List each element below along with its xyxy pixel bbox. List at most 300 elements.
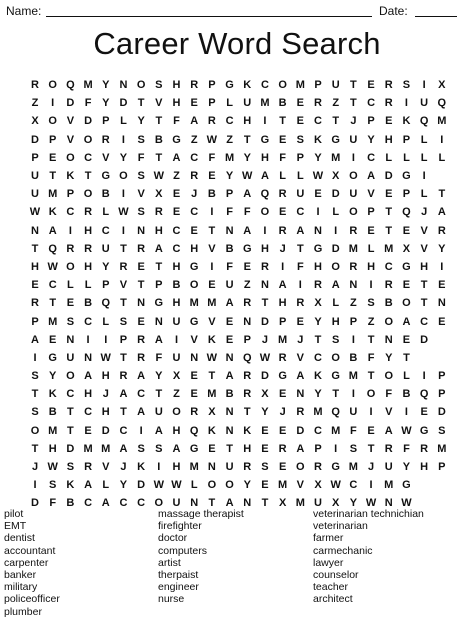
grid-letter[interactable]: Z [173,388,180,401]
grid-letter[interactable]: X [402,242,411,255]
grid-letter[interactable]: S [137,170,145,183]
grid-letter[interactable]: O [384,370,394,383]
grid-letter[interactable]: Q [66,79,75,92]
grid-letter[interactable]: M [83,79,93,92]
grid-letter[interactable]: E [385,188,393,201]
grid-letter[interactable]: Z [332,97,340,110]
grid-letter[interactable]: U [31,188,39,201]
grid-letter[interactable]: G [189,315,199,328]
grid-letter[interactable]: R [207,115,216,128]
grid-letter[interactable]: Z [226,133,233,146]
grid-letter[interactable]: E [261,442,269,455]
grid-letter[interactable]: I [351,151,355,164]
grid-letter[interactable]: Q [48,242,57,255]
grid-letter[interactable]: U [296,188,305,201]
grid-letter[interactable]: O [189,279,199,292]
grid-letter[interactable]: C [66,206,75,219]
grid-letter[interactable]: T [31,388,39,401]
grid-letter[interactable]: O [296,461,305,474]
grid-letter[interactable]: E [278,206,287,219]
grid-letter[interactable]: M [295,79,305,92]
grid-letter[interactable]: P [438,370,446,383]
grid-letter[interactable]: S [31,406,39,419]
grid-letter[interactable]: Y [155,370,163,383]
grid-letter[interactable]: N [384,497,393,510]
grid-letter[interactable]: U [384,461,393,474]
grid-letter[interactable]: V [420,224,428,237]
grid-letter[interactable]: S [31,370,39,383]
grid-letter[interactable]: K [48,206,57,219]
grid-letter[interactable]: I [404,406,408,419]
grid-letter[interactable]: G [331,370,340,383]
grid-letter[interactable]: I [174,333,179,346]
grid-letter[interactable]: E [225,315,234,328]
grid-letter[interactable]: E [402,224,411,237]
grid-letter[interactable]: I [369,479,373,492]
grid-letter[interactable]: L [438,151,446,164]
grid-letter[interactable]: U [420,97,429,110]
grid-letter[interactable]: E [208,170,216,183]
grid-letter[interactable]: E [438,279,446,292]
grid-letter[interactable]: L [403,151,410,164]
grid-letter[interactable]: R [66,242,75,255]
grid-letter[interactable]: H [384,133,393,146]
grid-letter[interactable]: N [296,388,305,401]
grid-letter[interactable]: H [154,224,163,237]
grid-letter[interactable]: L [332,206,340,219]
grid-letter[interactable]: G [260,133,270,146]
grid-letter[interactable]: T [155,151,163,164]
grid-letter[interactable]: Y [49,370,57,383]
grid-letter[interactable]: A [84,479,93,492]
grid-letter[interactable]: G [402,170,411,183]
grid-letter[interactable]: Y [314,151,322,164]
grid-letter[interactable]: R [243,388,252,401]
grid-letter[interactable]: R [420,442,429,455]
grid-letter[interactable]: H [101,406,110,419]
grid-letter[interactable]: W [153,170,164,183]
grid-letter[interactable]: T [49,297,57,310]
grid-letter[interactable]: Y [243,151,251,164]
grid-letter[interactable]: C [84,497,93,510]
grid-letter[interactable]: D [384,170,393,183]
grid-letter[interactable]: R [384,442,393,455]
grid-letter[interactable]: R [84,461,93,474]
grid-letter[interactable]: F [403,442,410,455]
grid-letter[interactable]: S [66,461,75,474]
grid-letter[interactable]: G [189,442,199,455]
grid-letter[interactable]: V [385,406,393,419]
grid-letter[interactable]: I [404,97,408,110]
grid-letter[interactable]: Y [367,133,375,146]
grid-letter[interactable]: Q [242,351,252,364]
grid-letter[interactable]: C [190,151,199,164]
grid-letter[interactable]: N [243,497,252,510]
grid-letter[interactable]: C [119,424,128,437]
grid-letter[interactable]: M [384,242,394,255]
grid-letter[interactable]: R [349,260,358,273]
grid-letter[interactable]: O [66,151,75,164]
grid-letter[interactable]: H [172,79,181,92]
grid-letter[interactable]: B [225,242,234,255]
grid-letter[interactable]: P [66,188,75,201]
grid-letter[interactable]: Y [102,97,110,110]
grid-letter[interactable]: G [419,424,429,437]
grid-letter[interactable]: B [402,388,411,401]
grid-letter[interactable]: R [278,442,287,455]
grid-letter[interactable]: C [84,151,93,164]
grid-letter[interactable]: S [66,315,75,328]
grid-letter[interactable]: W [206,351,218,364]
grid-letter[interactable]: W [242,170,253,183]
grid-letter[interactable]: G [313,242,323,255]
grid-letter[interactable]: O [48,79,57,92]
grid-letter[interactable]: G [154,297,164,310]
grid-letter[interactable]: N [437,297,446,310]
grid-letter[interactable]: P [367,115,375,128]
grid-letter[interactable]: T [155,115,163,128]
grid-letter[interactable]: R [243,297,252,310]
grid-letter[interactable]: B [349,351,358,364]
grid-letter[interactable]: T [208,497,216,510]
grid-letter[interactable]: D [66,442,75,455]
grid-letter[interactable]: H [367,260,376,273]
grid-letter[interactable]: L [226,97,233,110]
grid-letter[interactable]: L [367,242,375,255]
grid-letter[interactable]: D [331,242,340,255]
grid-letter[interactable]: T [120,351,127,364]
grid-letter[interactable]: S [367,297,375,310]
grid-letter[interactable]: U [66,351,75,364]
grid-letter[interactable]: N [225,351,234,364]
grid-letter[interactable]: H [314,260,322,273]
grid-letter[interactable]: S [261,461,269,474]
grid-letter[interactable]: V [102,461,110,474]
grid-letter[interactable]: Y [314,315,322,328]
grid-letter[interactable]: T [314,333,322,346]
grid-letter[interactable]: R [314,97,322,110]
grid-letter[interactable]: P [438,388,446,401]
grid-letter[interactable]: A [48,224,57,237]
grid-letter[interactable]: P [31,151,39,164]
grid-letter[interactable]: D [31,133,39,146]
grid-letter[interactable]: R [260,260,269,273]
grid-letter[interactable]: V [208,242,216,255]
grid-letter[interactable]: E [367,224,375,237]
grid-letter[interactable]: B [278,97,287,110]
grid-letter[interactable]: C [84,406,93,419]
grid-letter[interactable]: D [84,115,93,128]
grid-letter[interactable]: N [207,461,216,474]
grid-letter[interactable]: T [296,242,304,255]
grid-letter[interactable]: N [225,406,234,419]
grid-letter[interactable]: X [155,188,163,201]
grid-letter[interactable]: H [172,260,181,273]
grid-letter[interactable]: E [402,279,411,292]
grid-letter[interactable]: R [278,188,287,201]
grid-letter[interactable]: D [119,97,128,110]
grid-letter[interactable]: E [190,224,198,237]
grid-letter[interactable]: H [331,315,340,328]
grid-letter[interactable]: E [172,188,181,201]
grid-letter[interactable]: H [260,242,269,255]
grid-letter[interactable]: A [172,442,181,455]
grid-letter[interactable]: A [296,370,305,383]
grid-letter[interactable]: C [137,497,146,510]
name-line[interactable] [46,16,372,17]
grid-letter[interactable]: T [208,370,216,383]
grid-letter[interactable]: V [420,242,428,255]
grid-letter[interactable]: X [332,497,340,510]
grid-letter[interactable]: M [48,424,58,437]
grid-letter[interactable]: R [137,242,146,255]
grid-letter[interactable]: W [153,479,164,492]
grid-letter[interactable]: C [172,242,181,255]
grid-letter[interactable]: O [154,497,164,510]
grid-letter[interactable]: R [84,206,93,219]
grid-letter[interactable]: W [401,424,412,437]
grid-letter[interactable]: V [66,133,75,146]
grid-letter[interactable]: Z [367,315,375,328]
grid-letter[interactable]: R [119,370,128,383]
grid-letter[interactable]: R [384,79,393,92]
grid-letter[interactable]: M [189,461,199,474]
grid-letter[interactable]: J [31,461,39,474]
grid-letter[interactable]: L [120,115,127,128]
grid-letter[interactable]: H [172,424,181,437]
grid-letter[interactable]: C [367,97,376,110]
grid-letter[interactable]: Y [243,479,251,492]
grid-letter[interactable]: K [66,479,75,492]
date-line[interactable] [415,16,457,17]
grid-letter[interactable]: A [31,333,39,346]
grid-letter[interactable]: T [120,242,127,255]
grid-letter[interactable]: C [137,388,146,401]
grid-letter[interactable]: F [49,497,57,510]
grid-letter[interactable]: E [438,315,446,328]
grid-letter[interactable]: R [437,224,446,237]
grid-letter[interactable]: M [437,442,447,455]
grid-letter[interactable]: S [402,79,411,92]
grid-letter[interactable]: G [331,461,340,474]
grid-letter[interactable]: I [104,333,108,346]
grid-letter[interactable]: O [66,260,75,273]
grid-letter[interactable]: I [351,388,355,401]
grid-letter[interactable]: A [243,188,252,201]
grid-letter[interactable]: S [119,315,128,328]
grid-letter[interactable]: T [350,97,357,110]
grid-letter[interactable]: O [48,115,57,128]
grid-letter[interactable]: F [385,388,393,401]
grid-letter[interactable]: U [101,242,110,255]
grid-letter[interactable]: Y [102,79,110,92]
grid-letter[interactable]: I [157,461,161,474]
grid-letter[interactable]: P [225,188,234,201]
grid-letter[interactable]: W [365,497,377,510]
grid-letter[interactable]: U [225,461,234,474]
grid-letter[interactable]: P [314,442,322,455]
grid-letter[interactable]: N [31,224,39,237]
grid-letter[interactable]: Q [402,206,411,219]
grid-letter[interactable]: P [438,461,446,474]
grid-letter[interactable]: O [136,79,146,92]
grid-letter[interactable]: V [119,279,128,292]
grid-letter[interactable]: U [349,188,358,201]
grid-letter[interactable]: M [313,406,323,419]
grid-letter[interactable]: H [243,442,252,455]
grid-letter[interactable]: K [243,79,252,92]
grid-letter[interactable]: Z [243,279,251,292]
grid-letter[interactable]: P [102,279,110,292]
grid-letter[interactable]: I [51,97,55,110]
grid-letter[interactable]: B [66,497,75,510]
grid-letter[interactable]: R [190,170,199,183]
grid-letter[interactable]: R [31,79,39,92]
grid-letter[interactable]: M [348,461,358,474]
grid-letter[interactable]: T [243,406,251,419]
grid-letter[interactable]: O [278,79,287,92]
grid-letter[interactable]: R [278,224,287,237]
grid-letter[interactable]: D [420,333,429,346]
grid-letter[interactable]: H [243,115,252,128]
grid-letter[interactable]: R [296,297,305,310]
grid-letter[interactable]: Q [260,188,270,201]
grid-letter[interactable]: A [119,388,128,401]
grid-letter[interactable]: W [100,351,111,364]
grid-letter[interactable]: R [137,351,146,364]
grid-letter[interactable]: E [314,188,322,201]
grid-letter[interactable]: T [67,424,74,437]
grid-letter[interactable]: G [101,170,111,183]
grid-letter[interactable]: L [420,188,428,201]
grid-letter[interactable]: F [279,151,286,164]
grid-letter[interactable]: J [421,206,428,219]
grid-letter[interactable]: B [225,388,234,401]
grid-letter[interactable]: G [225,79,234,92]
grid-letter[interactable]: X [208,406,216,419]
grid-letter[interactable]: D [31,497,39,510]
grid-letter[interactable]: C [314,351,322,364]
grid-letter[interactable]: X [261,388,269,401]
grid-letter[interactable]: C [225,115,234,128]
grid-letter[interactable]: A [137,406,146,419]
grid-letter[interactable]: F [367,351,375,364]
grid-letter[interactable]: E [261,424,269,437]
grid-letter[interactable]: R [119,260,128,273]
grid-letter[interactable]: B [154,133,163,146]
grid-letter[interactable]: T [350,79,357,92]
grid-letter[interactable]: C [172,224,181,237]
grid-letter[interactable]: R [278,351,287,364]
grid-letter[interactable]: N [225,224,234,237]
grid-letter[interactable]: T [208,224,216,237]
grid-letter[interactable]: I [86,333,90,346]
grid-letter[interactable]: L [296,170,304,183]
grid-letter[interactable]: H [278,297,287,310]
grid-letter[interactable]: J [261,333,268,346]
grid-letter[interactable]: E [261,479,269,492]
grid-letter[interactable]: X [278,497,287,510]
grid-letter[interactable]: K [402,115,411,128]
grid-letter[interactable]: D [260,370,269,383]
grid-letter[interactable]: B [207,188,216,201]
grid-letter[interactable]: K [314,370,322,383]
grid-letter[interactable]: X [31,115,39,128]
grid-letter[interactable]: M [48,315,58,328]
grid-letter[interactable]: T [261,497,269,510]
grid-letter[interactable]: S [332,333,340,346]
grid-letter[interactable]: N [84,351,93,364]
grid-letter[interactable]: A [296,442,305,455]
grid-letter[interactable]: H [172,97,181,110]
grid-letter[interactable]: E [137,315,145,328]
grid-letter[interactable]: E [278,424,287,437]
grid-letter[interactable]: G [48,351,57,364]
grid-letter[interactable]: R [243,461,252,474]
grid-letter[interactable]: G [242,242,252,255]
grid-letter[interactable]: Y [225,170,234,183]
grid-letter[interactable]: W [206,133,218,146]
grid-letter[interactable]: M [331,424,341,437]
grid-letter[interactable]: L [102,479,110,492]
grid-letter[interactable]: D [137,479,146,492]
grid-letter[interactable]: G [402,479,411,492]
grid-letter[interactable]: P [367,206,375,219]
grid-letter[interactable]: N [243,315,252,328]
grid-letter[interactable]: A [154,333,163,346]
grid-letter[interactable]: M [83,442,93,455]
grid-letter[interactable]: C [66,388,75,401]
grid-letter[interactable]: I [121,224,125,237]
grid-letter[interactable]: P [402,188,411,201]
grid-letter[interactable]: T [367,333,375,346]
grid-letter[interactable]: N [260,279,269,292]
grid-letter[interactable]: F [350,424,357,437]
grid-letter[interactable]: E [367,424,375,437]
grid-letter[interactable]: J [191,188,198,201]
grid-letter[interactable]: M [295,497,305,510]
grid-letter[interactable]: E [208,279,216,292]
grid-letter[interactable]: T [120,406,127,419]
grid-letter[interactable]: C [84,315,93,328]
grid-letter[interactable]: O [260,206,270,219]
grid-letter[interactable]: L [279,170,286,183]
grid-letter[interactable]: W [29,206,41,219]
grid-letter[interactable]: N [349,279,358,292]
grid-letter[interactable]: T [137,279,145,292]
grid-letter[interactable]: E [296,115,304,128]
grid-letter[interactable]: C [384,260,393,273]
grid-letter[interactable]: R [314,279,322,292]
grid-letter[interactable]: U [349,406,358,419]
grid-letter[interactable]: Y [402,461,411,474]
grid-letter[interactable]: S [137,206,145,219]
grid-letter[interactable]: K [243,424,252,437]
grid-letter[interactable]: M [101,442,111,455]
grid-letter[interactable]: E [137,260,145,273]
grid-letter[interactable]: S [438,424,446,437]
grid-letter[interactable]: A [225,370,234,383]
grid-letter[interactable]: W [259,351,271,364]
grid-letter[interactable]: C [296,206,305,219]
grid-letter[interactable]: A [437,206,446,219]
grid-letter[interactable]: E [367,79,375,92]
grid-letter[interactable]: N [119,79,128,92]
grid-letter[interactable]: C [190,206,199,219]
grid-letter[interactable]: I [369,279,373,292]
grid-letter[interactable]: U [154,406,163,419]
grid-letter[interactable]: S [155,442,163,455]
